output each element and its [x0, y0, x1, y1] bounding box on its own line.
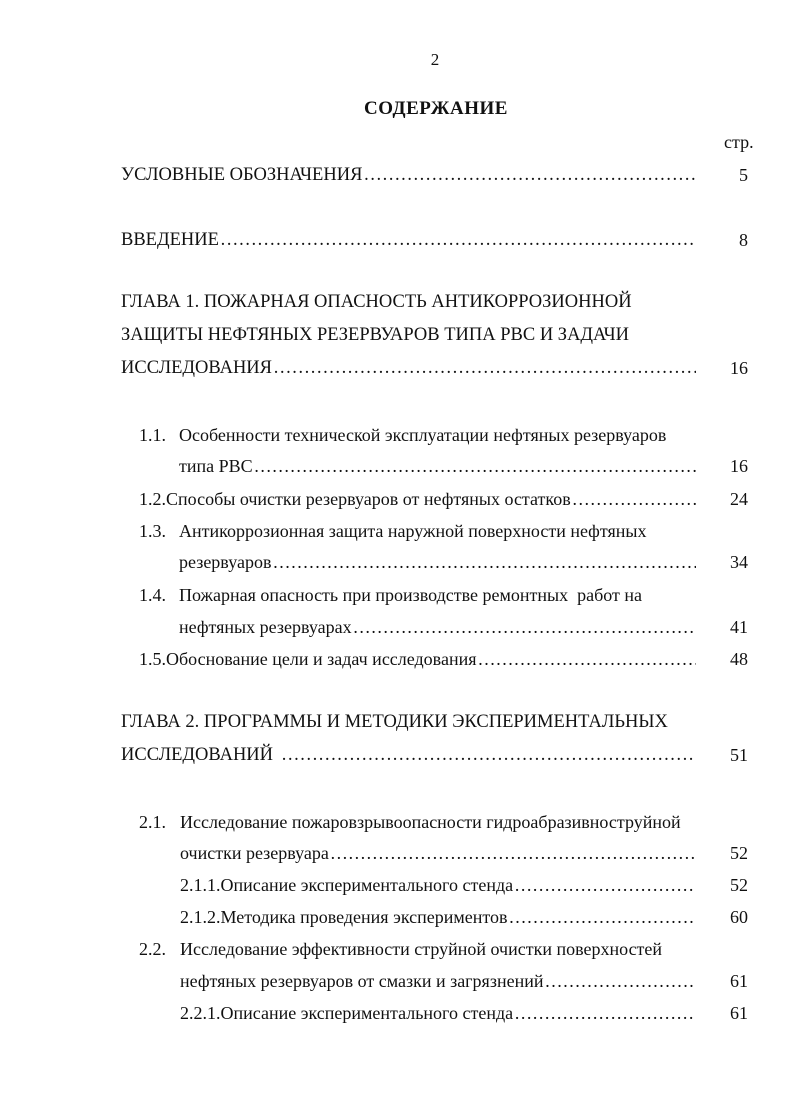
toc-entry-1-2[interactable]: [139, 489, 696, 511]
dot-leader: [220, 230, 696, 250]
toc-entry-text: ИССЛЕДОВАНИЯ: [121, 358, 272, 378]
toc-entry-text: УСЛОВНЫЕ ОБОЗНАЧЕНИЯ: [121, 165, 363, 185]
toc-entry-page: 52: [730, 843, 748, 863]
toc-entry-page: 16: [730, 358, 748, 378]
dot-leader: [514, 1003, 696, 1023]
toc-entry-2-1-2[interactable]: [180, 907, 696, 929]
toc-entry-chapter1-line3[interactable]: [121, 358, 696, 380]
toc-entry-text: ЗАЩИТЫ НЕФТЯНЫХ РЕЗЕРВУАРОВ ТИПА РВС И ЗАДАЧИ: [121, 325, 629, 345]
toc-entry-2-2-line1[interactable]: [139, 939, 699, 961]
toc-entry-text: Антикоррозионная защита наружной поверхности нефтяных: [179, 521, 647, 541]
dot-leader: [273, 358, 696, 378]
toc-entry-number: 2.1.: [139, 812, 166, 832]
toc-entry-text: ИССЛЕДОВАНИЙ: [121, 745, 274, 765]
toc-entry-text: Пожарная опасность при производстве ремонтных работ на: [179, 585, 643, 605]
toc-entry-number: 2.2.: [139, 939, 166, 959]
toc-entry-text: Исследование пожаровзрывоопасности гидроабразивноструйной: [180, 812, 681, 832]
toc-entry-1-4-line1[interactable]: [139, 585, 699, 607]
toc-entry-chapter2-line1[interactable]: [121, 712, 701, 734]
toc-entry-1-1-line1[interactable]: [139, 425, 699, 447]
toc-entry-introduction[interactable]: [121, 230, 696, 252]
toc-entry-text: ГЛАВА 2. ПРОГРАММЫ И МЕТОДИКИ ЭКСПЕРИМЕНТАЛЬНЫХ: [121, 712, 668, 732]
toc-entry-text: резервуаров: [179, 552, 272, 572]
toc-entry-number: 2.1.2.: [180, 907, 221, 927]
toc-entry-page: 5: [739, 165, 748, 185]
toc-entry-page: 16: [730, 456, 748, 476]
toc-entry-text: Способы очистки резервуаров от нефтяных остатков: [166, 489, 571, 509]
toc-entry-page: 41: [730, 617, 748, 637]
toc-entry-1-3-line2[interactable]: [179, 552, 696, 574]
toc-entry-2-1-line1[interactable]: [139, 812, 714, 834]
dot-leader: [544, 971, 696, 991]
toc-entry-2-2-1[interactable]: [180, 1003, 696, 1025]
toc-entry-text: нефтяных резервуаров от смазки и загрязнений: [180, 971, 544, 991]
dot-leader: [572, 489, 696, 509]
toc-entry-page: 61: [730, 971, 748, 991]
dot-leader: [509, 907, 697, 927]
toc-entry-1-3-line1[interactable]: [139, 521, 699, 543]
toc-entry-page: 24: [730, 489, 748, 509]
dot-leader: [272, 552, 696, 572]
toc-entry-page: 34: [730, 552, 748, 572]
toc-entry-text: Методика проведения экспериментов: [220, 907, 508, 927]
toc-entry-number: 2.2.1.: [180, 1003, 221, 1023]
toc-entry-2-1-1[interactable]: [180, 875, 696, 897]
toc-entry-number: 1.1.: [139, 425, 166, 445]
toc-entry-text: очистки резервуара: [180, 843, 329, 863]
dot-leader: [330, 843, 696, 863]
toc-entry-chapter1-line1[interactable]: [121, 292, 696, 314]
dot-leader: [254, 456, 696, 476]
toc-entry-1-5[interactable]: [139, 649, 696, 671]
toc-entry-2-2-line2[interactable]: [180, 971, 696, 993]
toc-entry-number: 1.5.: [139, 649, 166, 669]
toc-entry-page: 8: [739, 230, 748, 250]
toc-entry-2-1-line2[interactable]: [180, 843, 696, 865]
toc-entry-text: Особенности технической эксплуатации нефтяных резервуаров: [179, 425, 667, 445]
toc-entry-text: ГЛАВА 1. ПОЖАРНАЯ ОПАСНОСТЬ АНТИКОРРОЗИОННОЙ: [121, 292, 632, 312]
toc-entry-page: 51: [730, 745, 748, 765]
toc-entry-page: 48: [730, 649, 748, 669]
page-title: СОДЕРЖАНИЕ: [364, 98, 508, 119]
page-column-label: стр.: [724, 132, 754, 152]
toc-entry-text: ВВЕДЕНИЕ: [121, 230, 219, 250]
toc-entry-number: 1.4.: [139, 585, 166, 605]
toc-entry-text: типа РВС: [179, 456, 253, 476]
toc-entry-chapter1-line2[interactable]: [121, 325, 696, 347]
toc-entry-text: Исследование эффективности струйной очистки поверхностей: [180, 939, 663, 959]
toc-entry-text: Описание экспериментального стенда: [220, 875, 514, 895]
dot-leader: [477, 649, 696, 669]
toc-entry-number: 1.2.: [139, 489, 166, 509]
toc-entry-1-4-line2[interactable]: [179, 617, 696, 639]
dot-leader: [281, 745, 696, 765]
toc-entry-chapter2-line2[interactable]: [121, 745, 696, 767]
dot-leader: [363, 165, 696, 185]
toc-entry-text: нефтяных резервуарах: [179, 617, 352, 637]
dot-leader: [353, 617, 696, 637]
dot-leader: [514, 875, 696, 895]
toc-entry-page: 60: [730, 907, 748, 927]
toc-entry-page: 61: [730, 1003, 748, 1023]
toc-entry-1-1-line2[interactable]: [179, 456, 696, 478]
toc-entry-number: 2.1.1.: [180, 875, 221, 895]
page-number: 2: [430, 50, 440, 69]
toc-entry-number: 1.3.: [139, 521, 166, 541]
toc-entry-abbreviations[interactable]: [121, 165, 696, 187]
toc-entry-text: Описание экспериментального стенда: [220, 1003, 514, 1023]
toc-entry-text: Обоснование цели и задач исследования: [166, 649, 477, 669]
toc-entry-page: 52: [730, 875, 748, 895]
